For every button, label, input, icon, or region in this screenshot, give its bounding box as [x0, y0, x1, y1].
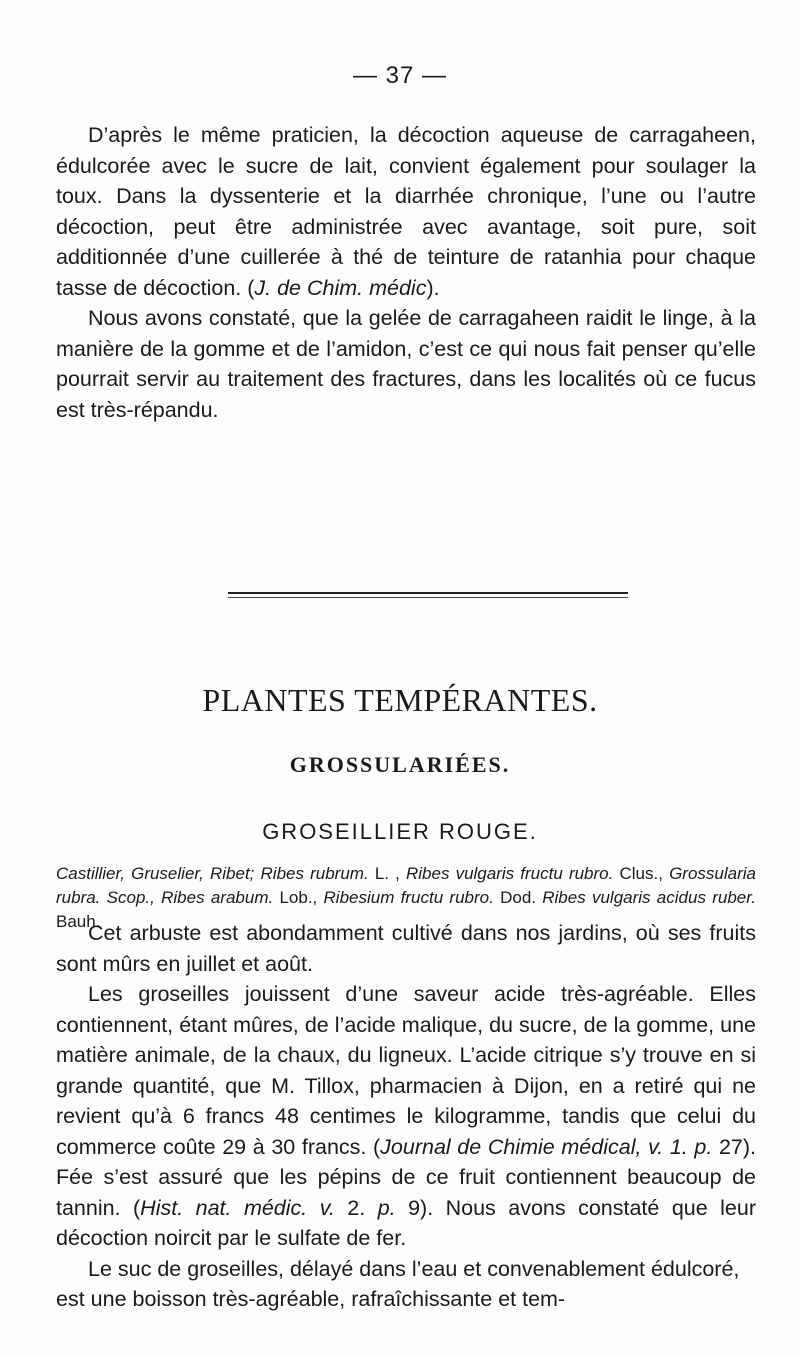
synonym-names-4: Ribesium fructu rubro. — [323, 888, 494, 907]
intro-paragraph-1-text: D’après le même praticien, la décoction aqueuse de carragaheen, édulcorée avec le sucre de lait, convient également pour soulager la toux. Dans la dyssenterie et la diarrhée chronique, l’une ou l’autre décoction, peut être administrée avec avantage, soit pure, soit additionnée d’une cuillerée à thé de teinture de ratanhia pour chaque tasse de décoction. ( — [56, 123, 756, 300]
journal-reference: Journal de Chimie médical, v. 1. p. — [380, 1134, 713, 1159]
synonym-names-5: Ribes vulgaris acidus ruber. — [542, 888, 756, 907]
synonym-names-2: Ribes vulgaris fructu rubro. — [405, 864, 614, 883]
body-paragraph-2-d: 9). Nous avons constaté que leur décoction noircit par le sulfate de fer. — [56, 1195, 756, 1250]
page-reference: p. — [377, 1195, 396, 1220]
section-title: PLANTES TEMPÉRANTES. — [202, 682, 598, 718]
synonym-author-3: Lob., — [273, 888, 324, 907]
synonym-names-3: Grossularia rubra. Scop., Ribes arabum. — [56, 864, 756, 907]
body-paragraph-3: Le suc de groseilles, délayé dans l’eau et convenablement édulcoré, est une boisson très-agréable, rafraîchissante et tem- — [56, 1256, 740, 1311]
intro-paragraph-2: Nous avons constaté, que la gelée de carragaheen raidit le linge, à la manière de la gomme et de l’amidon, c’est ce qui nous fait penser qu’elle pourrait servir au traitement des fractures, dans les localités où ce fucus est très-répandu. — [56, 306, 756, 422]
intro-reference: J. de Chim. médic — [254, 275, 427, 300]
body-paragraph-2 — [56, 979, 756, 1254]
intro-paragraph-1-end: ). — [426, 275, 440, 300]
history-reference: Hist. nat. médic. v. — [140, 1195, 335, 1220]
intro-text — [56, 120, 756, 425]
intro-paragraph-1 — [56, 120, 756, 303]
synonym-author-2: Clus., — [613, 864, 670, 883]
section-divider-thick — [228, 592, 628, 594]
synonym-author-5: Bauh. — [56, 912, 101, 931]
synonym-author-1: L. , — [368, 864, 406, 883]
body-paragraph-2-b: 27). Fée s’est assuré que les pépins de ce fruit contiennent beaucoup de tannin. ( — [56, 1134, 756, 1220]
body-text — [56, 918, 756, 1315]
body-paragraph-2-c: 2. — [334, 1195, 378, 1220]
synonym-author-4: Dod. — [493, 888, 543, 907]
body-paragraph-1: Cet arbuste est abondamment cultivé dans nos jardins, où ses fruits sont mûrs en juillet et août. — [56, 921, 756, 976]
page-number: — 37 — — [352, 62, 448, 89]
synonym-names-1: Castillier, Gruselier, Ribet; Ribes rubrum. — [56, 864, 369, 883]
section-divider-thin — [228, 597, 628, 598]
plant-title: GROSEILLIER ROUGE. — [262, 819, 538, 844]
body-paragraph-2-a: Les groseilles jouissent d’une saveur acide très-agréable. Elles contiennent, étant mûres, de l’acide malique, du sucre, de la gomme, une matière animale, de la chaux, du ligneux. L’acide citrique s’y trouve en si grande quantité, que M. Tillox, pharmacien à Dijon, en a retiré qui ne revient qu’à 6 francs 48 centimes le kilogramme, tandis que celui du commerce coûte 29 à 30 francs. ( — [56, 982, 756, 1159]
family-title: GROSSULARIÉES. — [289, 752, 511, 777]
